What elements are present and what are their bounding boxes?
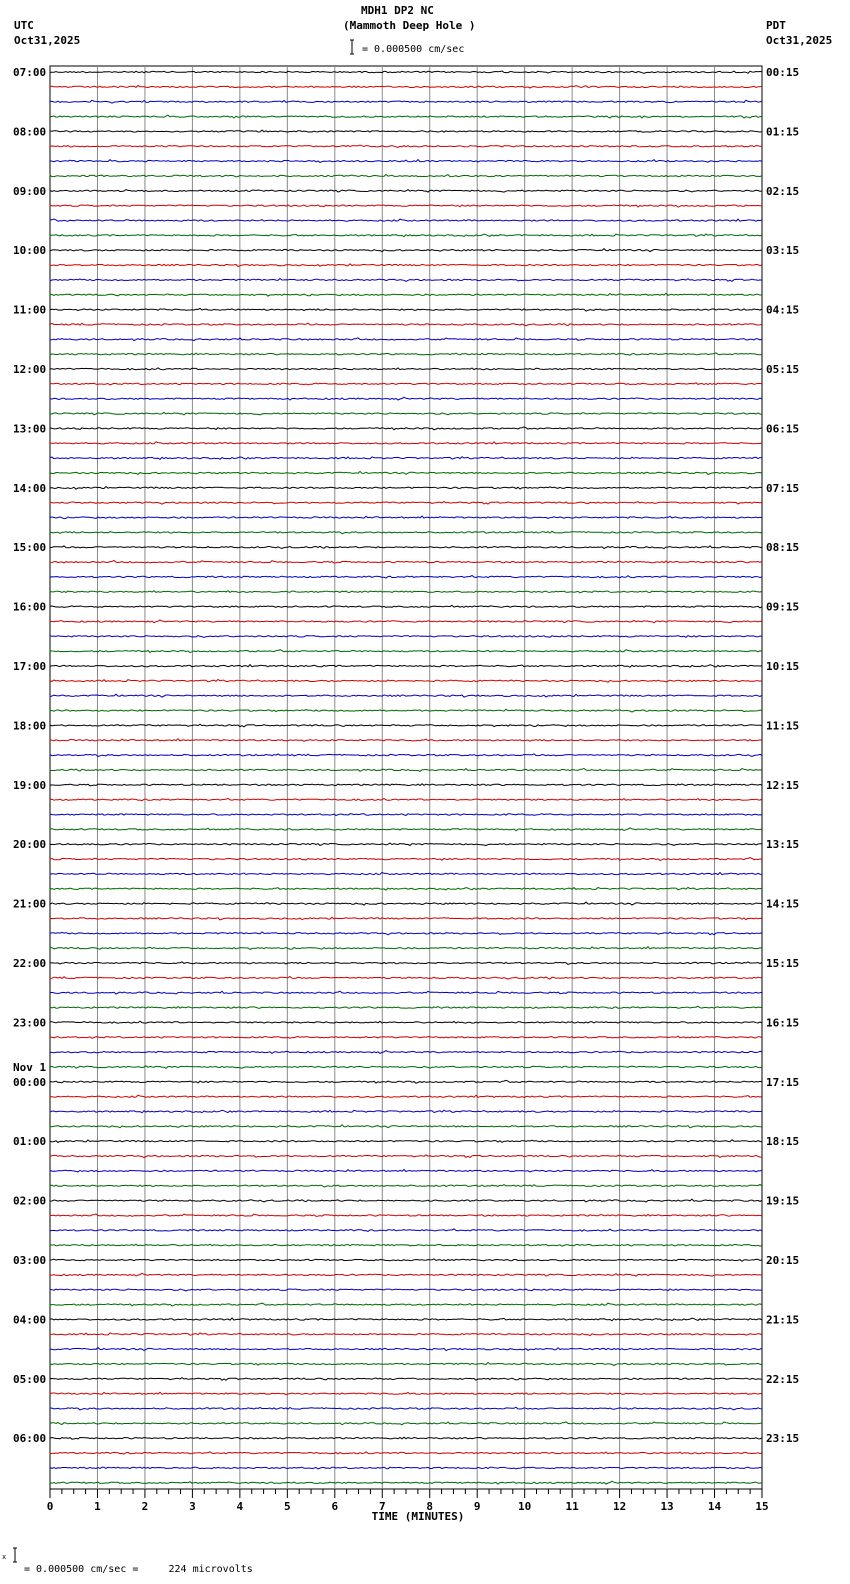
x-tick-label: 10	[518, 1500, 532, 1513]
trace-line	[50, 665, 762, 668]
trace-line	[50, 1333, 762, 1336]
trace-line	[50, 1125, 762, 1128]
trace-line	[50, 1036, 762, 1038]
trace-line	[50, 947, 762, 950]
pdt-hour-label: 01:15	[766, 125, 800, 139]
utc-hour-label: 21:00	[13, 897, 47, 911]
pdt-hour-label: 21:15	[766, 1313, 800, 1327]
utc-hour-label: 17:00	[13, 660, 47, 673]
trace-line	[50, 1229, 762, 1232]
trace-line	[50, 843, 762, 846]
trace-line	[50, 977, 762, 980]
trace-line	[50, 1214, 762, 1217]
trace-line	[50, 145, 762, 147]
x-tick-label: 2	[141, 1500, 149, 1513]
utc-hour-label: 00:00	[13, 1075, 47, 1089]
x-tick-label: 3	[189, 1500, 196, 1513]
trace-line	[50, 1080, 762, 1083]
pdt-hour-label: 19:15	[766, 1194, 800, 1208]
trace-line	[50, 1051, 762, 1054]
x-tick-label: 1	[94, 1500, 101, 1513]
trace-line	[50, 86, 762, 89]
x-tick-label: 7	[378, 1500, 386, 1513]
trace-line	[50, 605, 762, 608]
trace-line	[50, 249, 762, 252]
trace-line	[50, 279, 762, 282]
trace-line	[50, 175, 762, 177]
scale-label: = 0.000500 cm/sec	[362, 44, 465, 55]
trace-line	[50, 917, 762, 920]
trace-line	[50, 457, 762, 460]
utc-hour-label: 08:00	[13, 125, 47, 139]
x-tick-label: 11	[565, 1500, 579, 1513]
trace-line	[50, 709, 762, 712]
trace-line	[50, 1066, 762, 1069]
trace-line	[50, 828, 762, 831]
utc-hour-label: 13:00	[13, 422, 47, 436]
trace-line	[50, 768, 762, 771]
trace-line	[50, 502, 762, 505]
utc-hour-label: 23:00	[13, 1016, 47, 1030]
trace-line	[50, 561, 762, 564]
pdt-hour-label: 16:15	[766, 1016, 800, 1030]
utc-hour-label: 07:00	[13, 66, 47, 79]
pdt-hour-label: 14:15	[766, 897, 800, 911]
trace-line	[50, 1199, 762, 1202]
pdt-hour-label: 15:15	[766, 957, 800, 970]
footer-marker-icon: x	[2, 1553, 7, 1561]
x-tick-label: 0	[46, 1500, 54, 1513]
utc-hour-label: 20:00	[13, 838, 47, 852]
trace-line	[50, 1021, 762, 1023]
station-title: MDH1 DP2 NC	[361, 4, 434, 17]
trace-line	[50, 293, 762, 296]
utc-hour-label: 14:00	[13, 481, 47, 495]
trace-line	[50, 1095, 762, 1097]
trace-line	[50, 1422, 762, 1425]
pdt-hour-label: 03:15	[766, 244, 800, 258]
utc-hour-label: 09:00	[13, 184, 47, 198]
pdt-hour-label: 13:15	[766, 838, 800, 852]
trace-line	[50, 932, 762, 935]
x-tick-label: 13	[660, 1500, 674, 1513]
trace-line	[50, 1437, 762, 1439]
x-tick-label: 9	[473, 1500, 481, 1513]
utc-hour-label: 18:00	[13, 719, 47, 733]
x-tick-label: 15	[755, 1500, 769, 1513]
trace-line	[50, 71, 762, 73]
trace-line	[50, 1318, 762, 1321]
utc-hour-label: 16:00	[13, 600, 47, 614]
trace-line	[50, 991, 762, 994]
trace-line	[50, 620, 762, 623]
right-timezone: PDT	[766, 19, 786, 32]
utc-hour-label: 03:00	[13, 1254, 47, 1267]
trace-line	[50, 442, 762, 444]
pdt-hour-label: 06:15	[766, 422, 800, 436]
trace-line	[50, 353, 762, 355]
pdt-hour-label: 04:15	[766, 303, 800, 317]
trace-line	[50, 471, 762, 474]
trace-line	[50, 873, 762, 875]
trace-line	[50, 546, 762, 549]
trace-line	[50, 1303, 762, 1306]
trace-line	[50, 1110, 762, 1113]
pdt-hour-label: 00:15	[766, 66, 800, 79]
trace-line	[50, 1273, 762, 1276]
trace-line	[50, 397, 762, 400]
trace-line	[50, 858, 762, 861]
trace-line	[50, 115, 762, 118]
footer-scale-label: = 0.000500 cm/sec = 224 microvolts	[24, 1564, 253, 1575]
utc-hour-label: 10:00	[13, 244, 47, 258]
trace-line	[50, 531, 762, 534]
trace-line	[50, 798, 762, 800]
pdt-hour-label: 10:15	[766, 660, 800, 673]
trace-line	[50, 724, 762, 727]
trace-line	[50, 234, 762, 237]
trace-line	[50, 264, 762, 267]
trace-line	[50, 412, 762, 415]
trace-line	[50, 591, 762, 593]
trace-line	[50, 130, 762, 132]
trace-line	[50, 680, 762, 683]
trace-line	[50, 1170, 762, 1172]
trace-line	[50, 1407, 762, 1410]
pdt-hour-label: 05:15	[766, 363, 800, 376]
pdt-hour-label: 09:15	[766, 600, 800, 614]
trace-line	[50, 1363, 762, 1366]
trace-line	[50, 1392, 762, 1395]
right-date: Oct31,2025	[766, 34, 833, 47]
x-tick-label: 4	[236, 1500, 244, 1513]
trace-line	[50, 219, 762, 221]
trace-line	[50, 190, 762, 193]
trace-line	[50, 427, 762, 430]
pdt-hour-label: 07:15	[766, 481, 800, 495]
trace-line	[50, 1259, 762, 1262]
x-tick-label: 12	[612, 1500, 627, 1513]
trace-line	[50, 205, 762, 207]
trace-line	[50, 962, 762, 965]
pdt-hour-label: 08:15	[766, 541, 800, 555]
pdt-hour-label: 22:15	[766, 1372, 800, 1386]
utc-hour-label: 06:00	[13, 1432, 47, 1446]
trace-line	[50, 1006, 762, 1008]
x-tick-label: 5	[284, 1500, 291, 1513]
trace-line	[50, 650, 762, 653]
pdt-hour-label: 20:15	[766, 1254, 800, 1267]
trace-line	[50, 1481, 762, 1484]
date-change-label: Nov 1	[13, 1060, 47, 1074]
utc-hour-label: 04:00	[13, 1313, 47, 1327]
trace-line	[50, 486, 762, 489]
trace-line	[50, 100, 762, 103]
trace-line	[50, 368, 762, 370]
trace-line	[50, 516, 762, 519]
trace-line	[50, 338, 762, 341]
trace-line	[50, 887, 762, 890]
pdt-hour-label: 18:15	[766, 1135, 800, 1149]
pdt-hour-label: 23:15	[766, 1432, 800, 1446]
station-location: (Mammoth Deep Hole )	[343, 19, 476, 32]
left-timezone: UTC	[14, 19, 34, 32]
utc-hour-label: 05:00	[13, 1372, 47, 1386]
trace-line	[50, 1155, 762, 1158]
trace-line	[50, 160, 762, 163]
pdt-hour-label: 11:15	[766, 719, 800, 733]
trace-line	[50, 784, 762, 786]
x-axis-label: TIME (MINUTES)	[371, 1510, 465, 1523]
utc-hour-label: 15:00	[13, 541, 47, 555]
trace-line	[50, 1452, 762, 1454]
trace-line	[50, 1467, 762, 1469]
utc-hour-label: 01:00	[13, 1135, 47, 1149]
trace-line	[50, 694, 762, 697]
utc-hour-label: 11:00	[13, 303, 47, 317]
trace-line	[50, 1184, 762, 1187]
trace-line	[50, 1140, 762, 1143]
utc-hour-label: 02:00	[13, 1194, 47, 1208]
trace-line	[50, 308, 762, 311]
trace-line	[50, 902, 762, 905]
trace-line	[50, 1348, 762, 1351]
pdt-hour-label: 02:15	[766, 184, 800, 198]
x-tick-label: 6	[331, 1500, 339, 1513]
x-tick-label: 8	[426, 1500, 434, 1513]
trace-line	[50, 1244, 762, 1246]
trace-line	[50, 739, 762, 742]
trace-line	[50, 814, 762, 816]
trace-line	[50, 383, 762, 385]
utc-hour-label: 19:00	[13, 778, 47, 792]
trace-line	[50, 323, 762, 326]
pdt-hour-label: 12:15	[766, 778, 800, 792]
x-tick-label: 14	[707, 1500, 722, 1513]
left-date: Oct31,2025	[14, 34, 81, 47]
utc-hour-label: 12:00	[13, 363, 47, 376]
trace-line	[50, 576, 762, 579]
trace-line	[50, 1289, 762, 1291]
utc-hour-label: 22:00	[13, 957, 47, 970]
trace-line	[50, 636, 762, 638]
pdt-hour-label: 17:15	[766, 1075, 800, 1089]
trace-line	[50, 1378, 762, 1381]
trace-line	[50, 754, 762, 757]
